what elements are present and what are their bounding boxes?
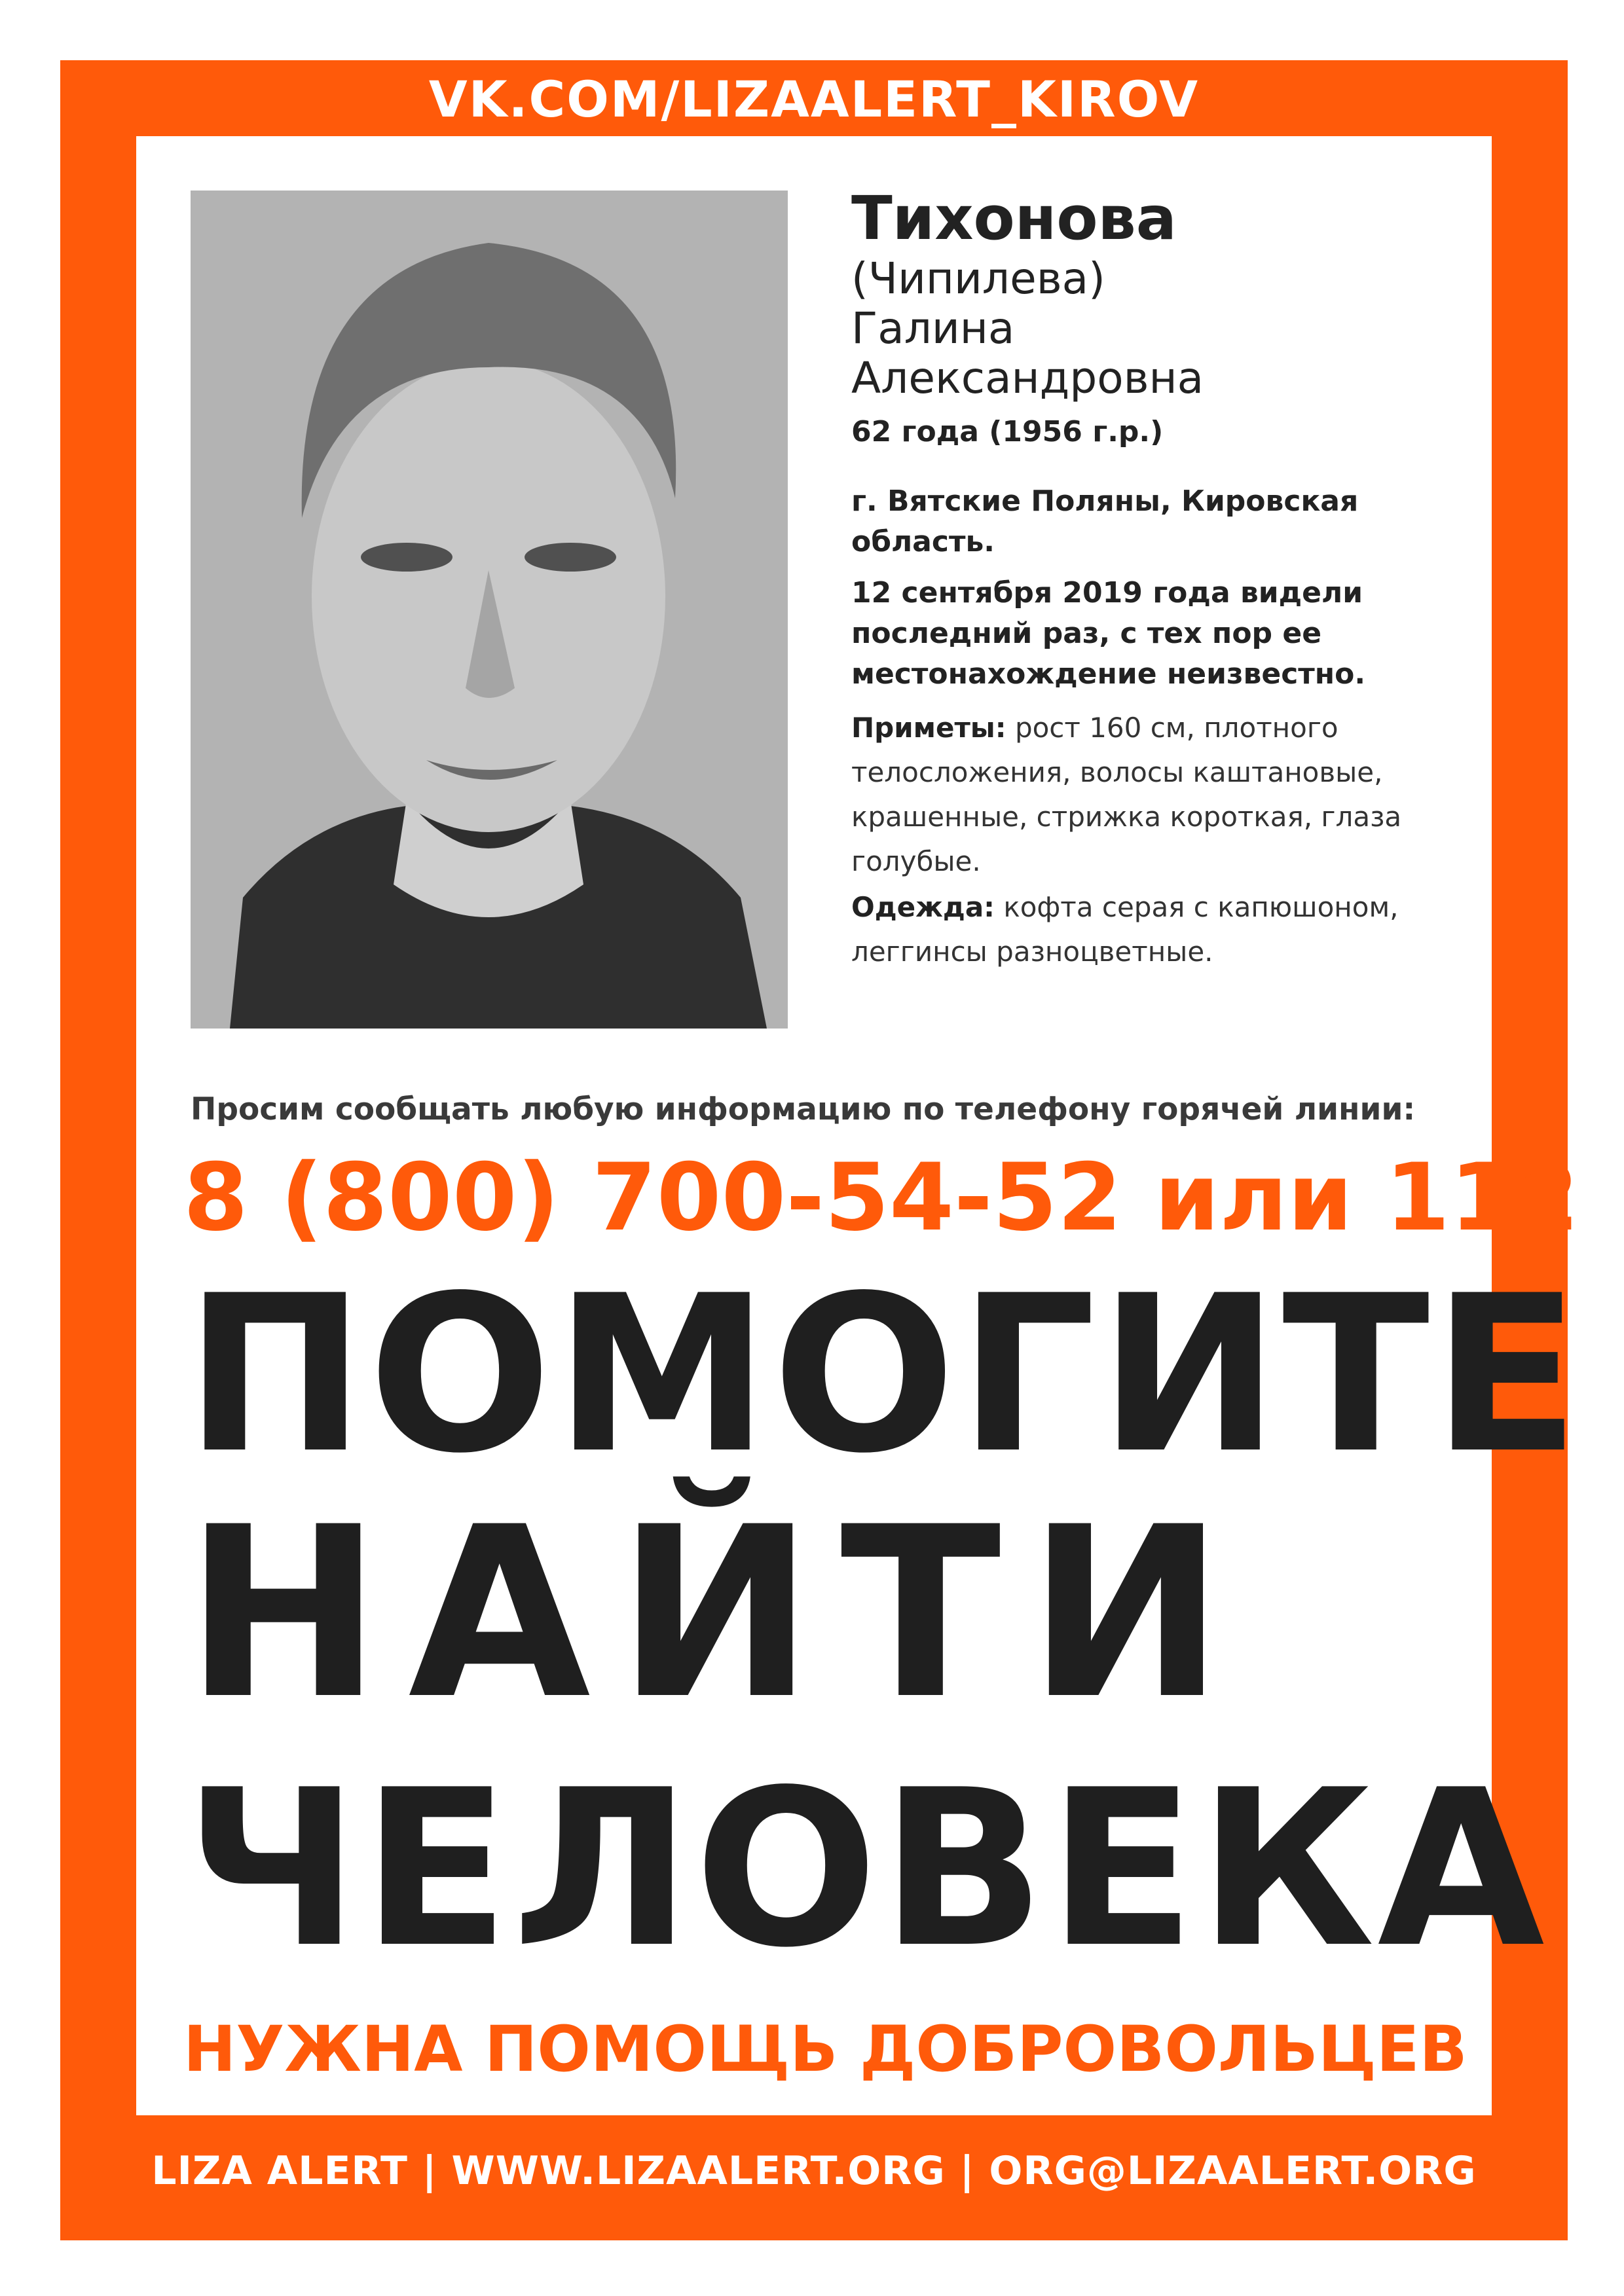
photo-portrait	[191, 191, 788, 1029]
age: 62 года (1956 г.р.)	[851, 415, 1164, 448]
person-name	[851, 183, 1480, 403]
last-seen: 12 сентября 2019 года видели последний раз, с тех пор ее местонахождение неизвестно.	[851, 576, 1366, 691]
features-text: рост 160 см, плотного телосложения, волосы каштановые, крашенные, стрижка короткая, глаза голубые.	[851, 712, 1402, 877]
clothing-text: кофта серая с капюшоном, леггинсы разноцветные.	[851, 891, 1399, 968]
location: г. Вятские Поляны, Кировская область.	[851, 484, 1359, 558]
clothing	[851, 885, 1480, 974]
headline-person: ЧЕЛОВЕКА	[185, 1743, 1547, 1995]
maiden-name: (Чипилева)	[851, 253, 1105, 304]
hotline-phone[interactable]: 8 (800) 700-54-52 или 112	[183, 1144, 1579, 1252]
vk-link[interactable]: VK.COM/LIZAALERT_KIROV	[428, 70, 1200, 128]
features	[851, 706, 1480, 884]
features-label: Приметы:	[851, 712, 1006, 744]
headline-find: НАЙТИ	[185, 1476, 1251, 1751]
hotline-label: Просим сообщать любую информацию по телефону горячей линии:	[191, 1091, 1416, 1127]
footer-links[interactable]: LIZA ALERT | WWW.LIZAALERT.ORG | ORG@LIZAALERT.ORG	[151, 2148, 1477, 2194]
patronymic: Александровна	[851, 353, 1204, 403]
first-name: Галина	[851, 303, 1015, 354]
volunteers-needed: НУЖНА ПОМОЩЬ ДОБРОВОЛЬЦЕВ	[183, 2013, 1467, 2086]
clothing-label: Одежда:	[851, 891, 995, 923]
person-photo	[191, 191, 788, 1029]
surname: Тихонова	[851, 183, 1177, 253]
headline-help: ПОМОГИТЕ	[185, 1249, 1583, 1501]
